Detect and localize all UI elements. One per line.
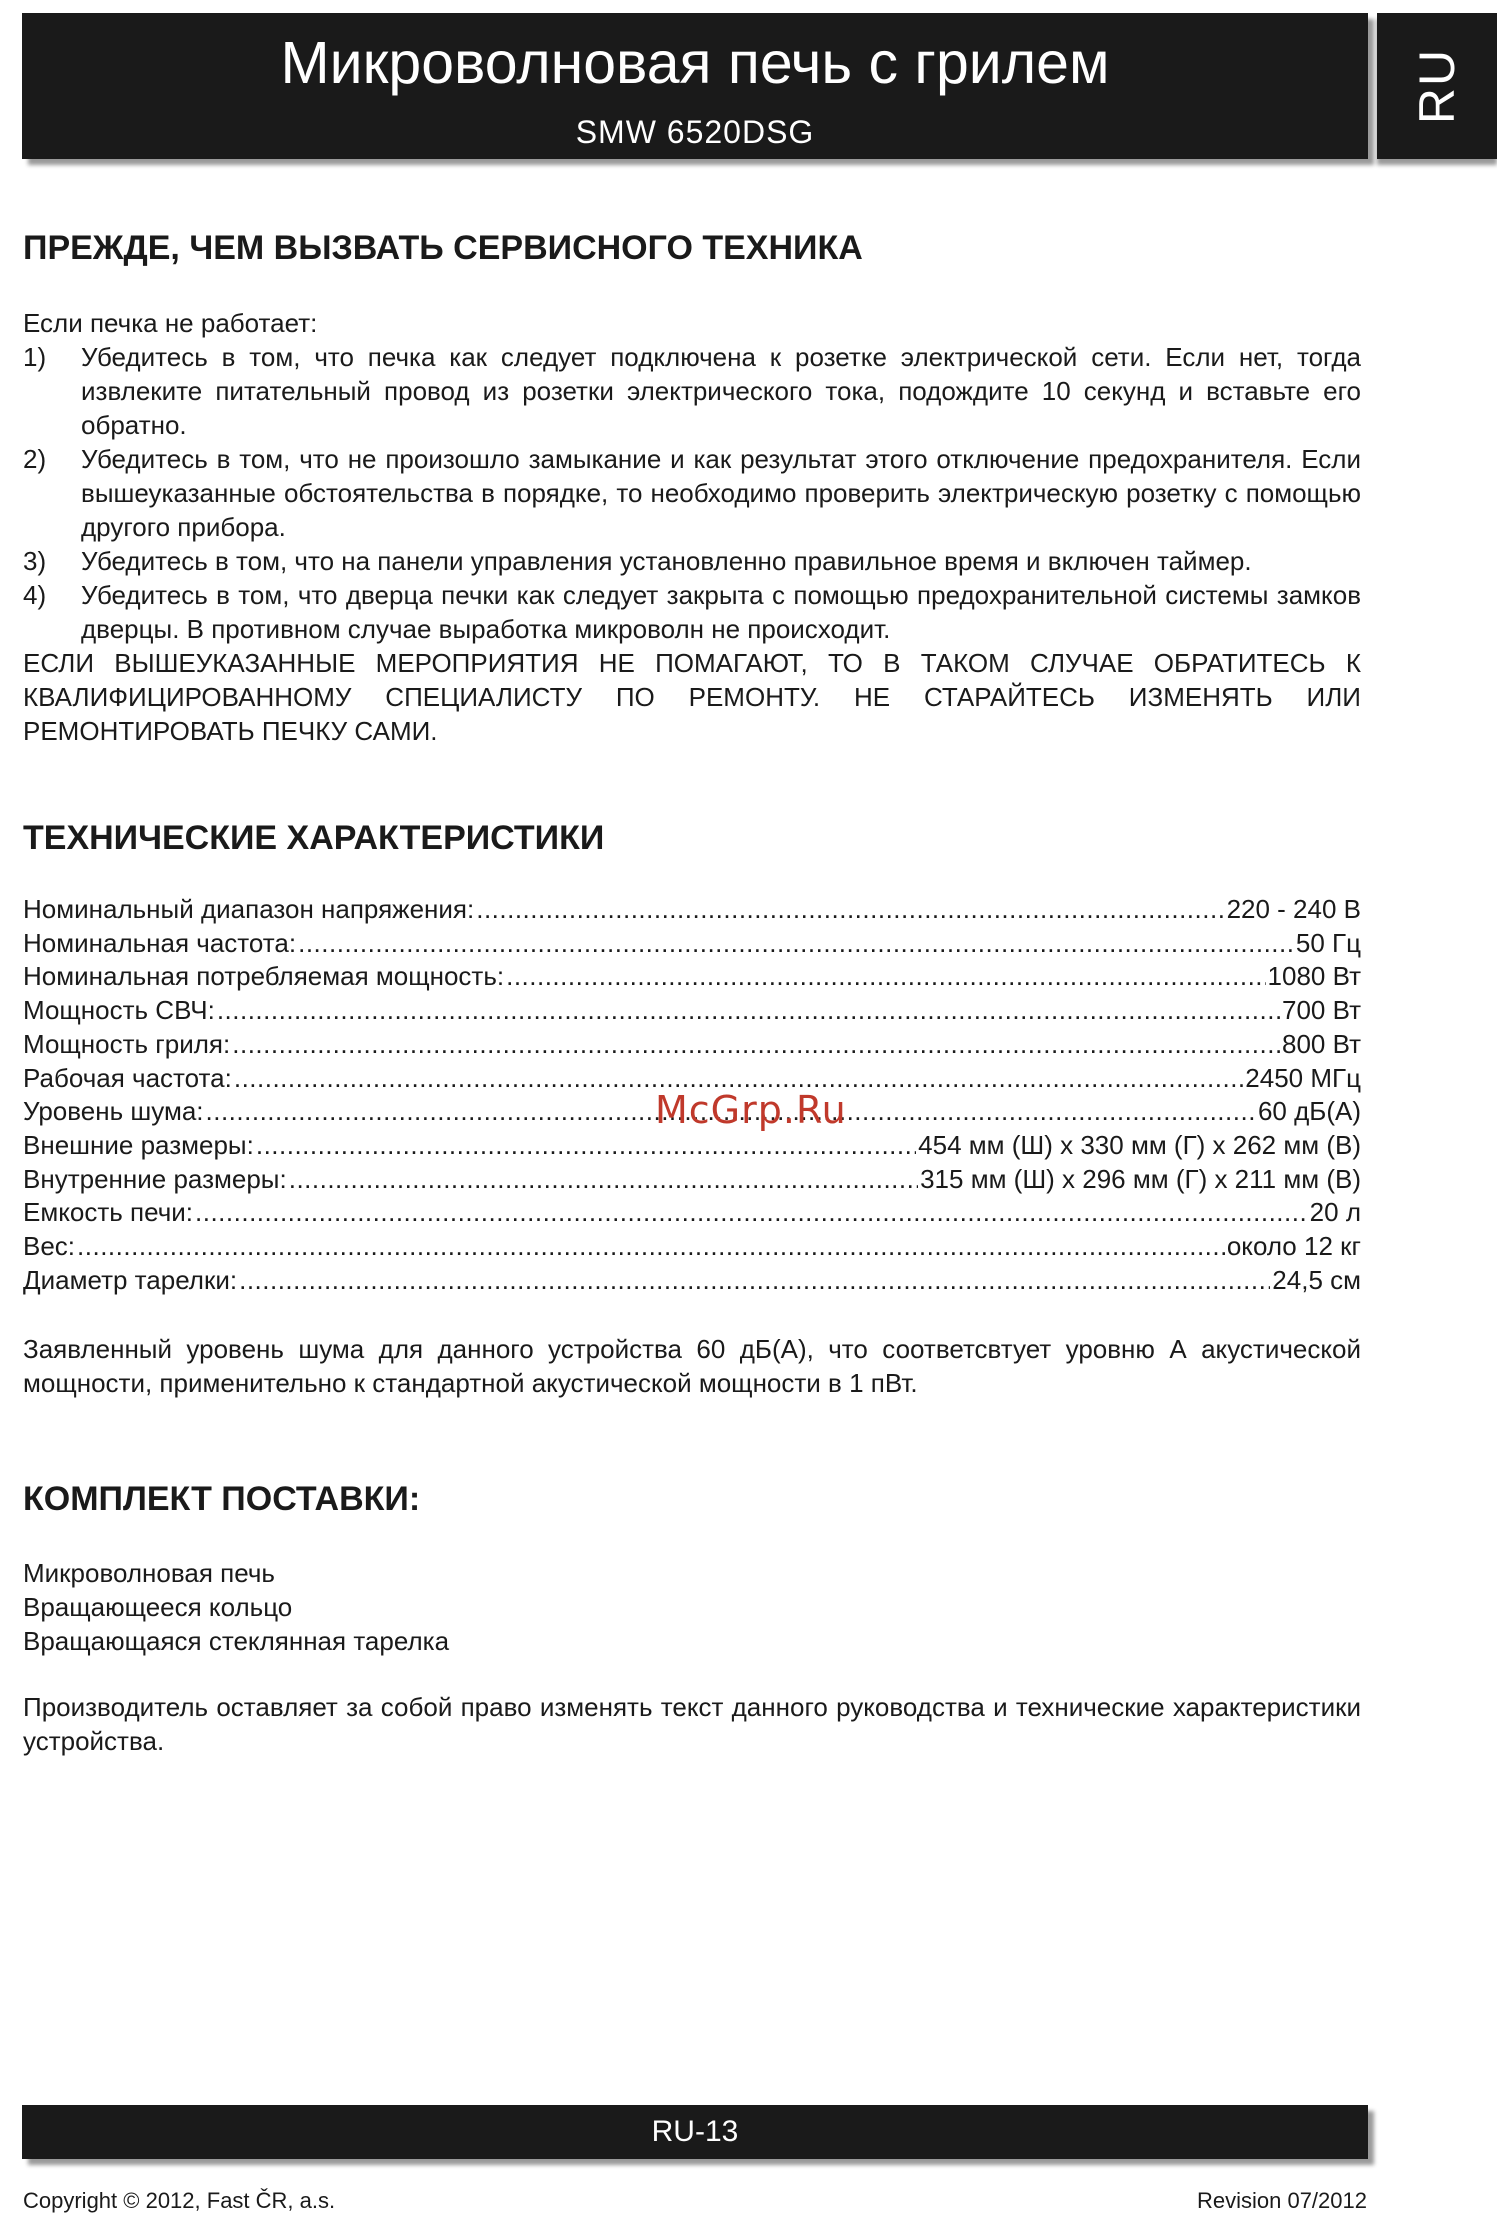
list-item: [23, 340, 1361, 442]
leader-dots: [256, 1129, 916, 1163]
spec-label: Диаметр тарелки:: [23, 1264, 238, 1295]
footer-bar: [22, 2105, 1368, 2159]
leader-dots: [298, 927, 1294, 961]
leader-dots: [239, 1264, 1270, 1298]
spec-label: Вес:: [23, 1231, 76, 1262]
spec-row: [23, 1163, 1361, 1197]
document-title: Микроволновая печь с грилем: [280, 30, 1110, 96]
package-heading: КОМПЛЕКТ ПОСТАВКИ:: [23, 1480, 421, 1518]
language-code: RU: [1409, 47, 1465, 125]
spec-row: [23, 960, 1361, 994]
spec-label: Мощность гриля:: [23, 1028, 231, 1059]
spec-value: 220 - 240 В: [1226, 894, 1361, 924]
list-number: 4): [23, 580, 47, 610]
list-text: Убедитесь в том, что на панели управления установленно правильное время и включен таймер.: [81, 546, 1252, 576]
list-number: 3): [23, 546, 47, 576]
package-item: Вращающееся кольцо: [23, 1592, 293, 1622]
list-number: 1): [23, 342, 47, 372]
spec-label: Уровень шума:: [23, 1096, 204, 1127]
spec-value: около 12 кг: [1226, 1231, 1361, 1262]
page-number: RU-13: [651, 2115, 739, 2148]
spec-row: [23, 1264, 1361, 1298]
spec-label: Номинальная потребляемая мощность:: [23, 961, 505, 992]
header-bar: [22, 13, 1368, 159]
leader-dots: [476, 893, 1224, 927]
spec-value: 50 Гц: [1295, 927, 1361, 958]
spec-row: [23, 1230, 1361, 1264]
list-text: Убедитесь в том, что дверца печки как следует закрыта с помощью предохранительной системы замков дверцы. В противном случае выработка микроволн не происходит.: [81, 580, 1361, 644]
spec-row: [23, 893, 1361, 927]
service-heading: ПРЕЖДЕ, ЧЕМ ВЫЗВАТЬ СЕРВИСНОГО ТЕХНИКА: [23, 229, 863, 267]
specs-heading: ТЕХНИЧЕСКИЕ ХАРАКТЕРИСТИКИ: [23, 819, 605, 857]
list-item: [23, 578, 1361, 646]
spec-label: Емкость печи:: [23, 1197, 193, 1228]
spec-row: [23, 1028, 1361, 1062]
spec-row: [23, 927, 1361, 961]
spec-value: 24,5 см: [1272, 1264, 1361, 1295]
spec-label: Внутренние размеры:: [23, 1163, 287, 1194]
list-text: Убедитесь в том, что не произошло замыкание и как результат этого отключение предохранителя. Если вышеуказанные обстоятельства в порядке, то необходимо проверить электрическую розетку с помощью другого прибора.: [81, 444, 1361, 542]
list-item: [23, 544, 1361, 578]
spec-label: Номинальный диапазон напряжения:: [23, 894, 475, 924]
spec-value: 20 л: [1309, 1197, 1361, 1228]
package-list: [23, 1556, 1361, 1658]
leader-dots: [289, 1163, 918, 1197]
spec-label: Номинальная частота:: [23, 927, 297, 958]
spec-row: [23, 994, 1361, 1028]
noise-note: Заявленный уровень шума для данного устройства 60 дБ(А), что соответсвтует уровню А акустической мощности, применительно к стандартной акустической мощности в 1 пВт.: [23, 1334, 1361, 1398]
leader-dots: [232, 1028, 1280, 1062]
spec-label: Мощность СВЧ:: [23, 995, 215, 1026]
list-number: 2): [23, 444, 47, 474]
spec-row: [23, 1129, 1361, 1163]
leader-dots: [506, 960, 1265, 994]
spec-row: [23, 1196, 1361, 1230]
leader-dots: [217, 994, 1280, 1028]
spec-value: 60 дБ(А): [1257, 1096, 1361, 1127]
leader-dots: [195, 1196, 1308, 1230]
disclaimer: Производитель оставляет за собой право изменять текст данного руководства и технические характеристики устройства.: [23, 1692, 1361, 1756]
spec-value: 2450 МГц: [1245, 1062, 1361, 1093]
copyright: Copyright © 2012, Fast ČR, a.s.: [23, 2188, 336, 2213]
service-warning: ЕСЛИ ВЫШЕУКАЗАННЫЕ МЕРОПРИЯТИЯ НЕ ПОМАГАЮТ, ТО В ТАКОМ СЛУЧАЕ ОБРАТИТЕСЬ К КВАЛИФИЦИРОВАННОМУ СПЕЦИАЛИСТУ ПО РЕМОНТУ. НЕ СТАРАЙТЕСЬ ИЗМЕНЯТЬ ИЛИ РЕМОНТИРОВАТЬ ПЕЧКУ САМИ.: [23, 648, 1361, 746]
service-section: [23, 306, 1361, 748]
watermark-logo: McGrp.Ru: [655, 1088, 847, 1132]
spec-value: 1080 Вт: [1267, 961, 1361, 992]
spec-label: Рабочая частота:: [23, 1062, 232, 1093]
service-intro: Если печка не работает:: [23, 308, 318, 338]
spec-label: Внешние размеры:: [23, 1129, 254, 1160]
leader-dots: [77, 1230, 1225, 1264]
spec-value: 800 Вт: [1282, 1028, 1361, 1059]
package-item: Вращающаяся стеклянная тарелка: [23, 1626, 450, 1656]
spec-value: 315 мм (Ш) x 296 мм (Г) x 211 мм (В): [920, 1163, 1361, 1194]
language-tab: [1377, 13, 1497, 159]
list-item: [23, 442, 1361, 544]
revision: Revision 07/2012: [1196, 2188, 1367, 2213]
list-text: Убедитесь в том, что печка как следует подключена к розетке электрической сети. Если нет, тогда извлеките питательный провод из розетки электрического тока, подождите 10 секунд и вставьте его обратно.: [81, 342, 1361, 440]
package-item: Микроволновая печь: [23, 1558, 275, 1588]
spec-value: 700 Вт: [1282, 995, 1361, 1026]
model-number: SMW 6520DSG: [575, 114, 815, 150]
spec-value: 454 мм (Ш) x 330 мм (Г) x 262 мм (В): [918, 1129, 1361, 1160]
